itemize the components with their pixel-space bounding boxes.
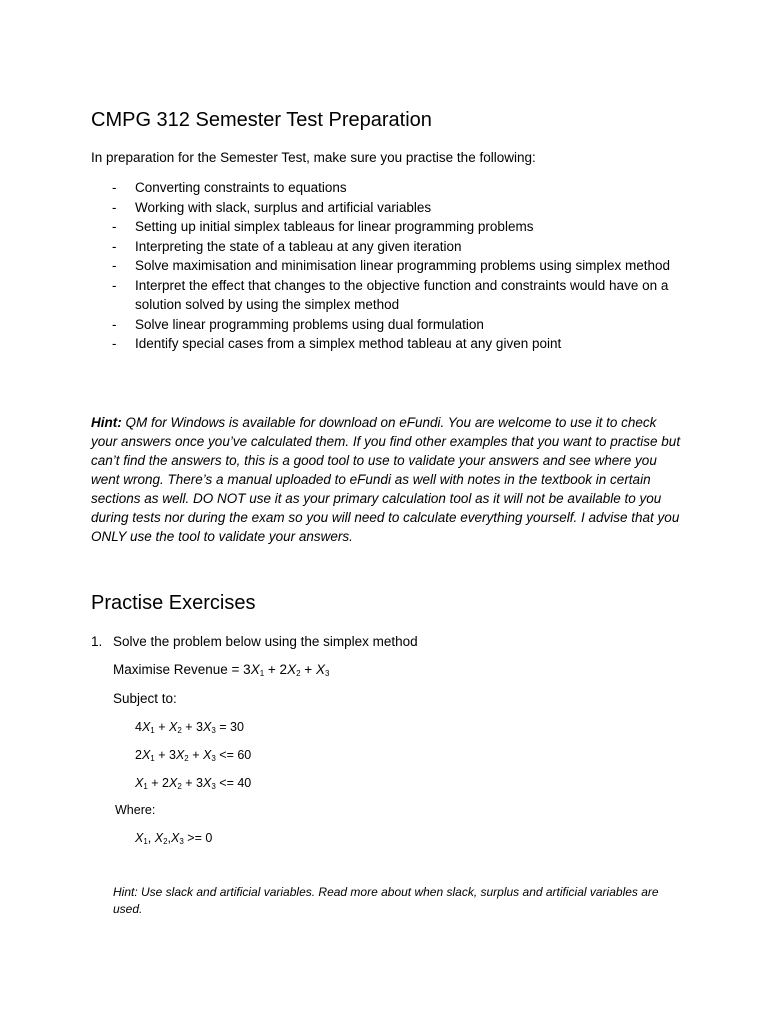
objective-function: Maximise Revenue = $3X_1 + 2X_2 + X_3$ <box>113 662 330 678</box>
list-item <box>91 198 691 218</box>
list-item <box>91 256 691 276</box>
list-item-text: Interpreting the state of a tableau at any given iteration <box>135 238 462 254</box>
topic-list <box>91 178 691 354</box>
exercise-text: Solve the problem below using the simplex method <box>113 634 418 649</box>
list-item <box>91 276 691 315</box>
hint-label: Hint: <box>91 415 122 430</box>
hint-paragraph <box>91 413 681 546</box>
bullet-marker: - <box>112 277 117 293</box>
bullet-marker: - <box>112 238 117 254</box>
bullet-marker: - <box>112 219 117 234</box>
constraint-2: $2X_1 + 3X_2 + X_3 <= 60$ <box>135 748 252 763</box>
list-item-text: Converting constraints to equations <box>135 180 347 195</box>
bullet-marker: - <box>112 336 117 351</box>
list-item <box>91 178 691 198</box>
where-label: Where: <box>115 803 156 817</box>
list-item <box>91 237 691 257</box>
list-item <box>91 315 691 335</box>
list-item-text: Solve linear programming problems using dual formulation <box>135 316 484 332</box>
bullet-marker: - <box>112 180 117 195</box>
subject-to-label: Subject to: <box>113 691 177 706</box>
hint-text: QM for Windows is available for download on eFundi. You are welcome to use it to check your answers once you’ve calculated them. If you find other examples that you want to practise but can’t find the answers to, this is a good tool to use to validate your answers and see where you went wrong. There’s a manual uploaded to eFundi as well with notes in the textbook in certain sections as well. DO NOT use it as your primary calculation tool as it will not be available to you during tests nor during the exam so you will need to calculate everything yourself. I advise that you ONLY use the tool to validate your answers. <box>91 415 681 544</box>
bullet-marker: - <box>112 258 117 273</box>
exercise-hint: Hint: Use slack and artificial variables. Read more about when slack, surplus and artificial variables are used. <box>113 885 659 916</box>
bullet-marker: - <box>112 199 117 215</box>
intro-paragraph: In preparation for the Semester Test, make sure you practise the following: <box>91 150 536 165</box>
page-title: CMPG 312 Semester Test Preparation <box>91 109 432 131</box>
list-item <box>91 334 691 354</box>
section-title: Practise Exercises <box>91 592 256 614</box>
constraint-1: $4X_1 + X_2 + 3X_3 = 30$ <box>135 720 244 735</box>
list-item-text: Identify special cases from a simplex method tableau at any given point <box>135 336 562 351</box>
list-item <box>91 217 691 237</box>
list-item-text: Solve maximisation and minimisation linear programming problems using simplex method <box>135 258 670 273</box>
nonnegativity-constraint: $X_1$, $X_2,X_3 >= 0$ <box>135 831 213 846</box>
bullet-marker: - <box>112 316 117 332</box>
list-item-text: Working with slack, surplus and artificial variables <box>135 199 432 215</box>
exercise-number: 1. <box>91 634 103 649</box>
list-item-text: Interpret the effect that changes to the objective function and constraints would have on a solution solved by using the simplex method <box>135 277 669 312</box>
list-item-text: Setting up initial simplex tableaus for linear programming problems <box>135 219 534 234</box>
constraint-3: $X_1 + 2X_2 + 3X_3 <= 40$ <box>135 776 252 791</box>
